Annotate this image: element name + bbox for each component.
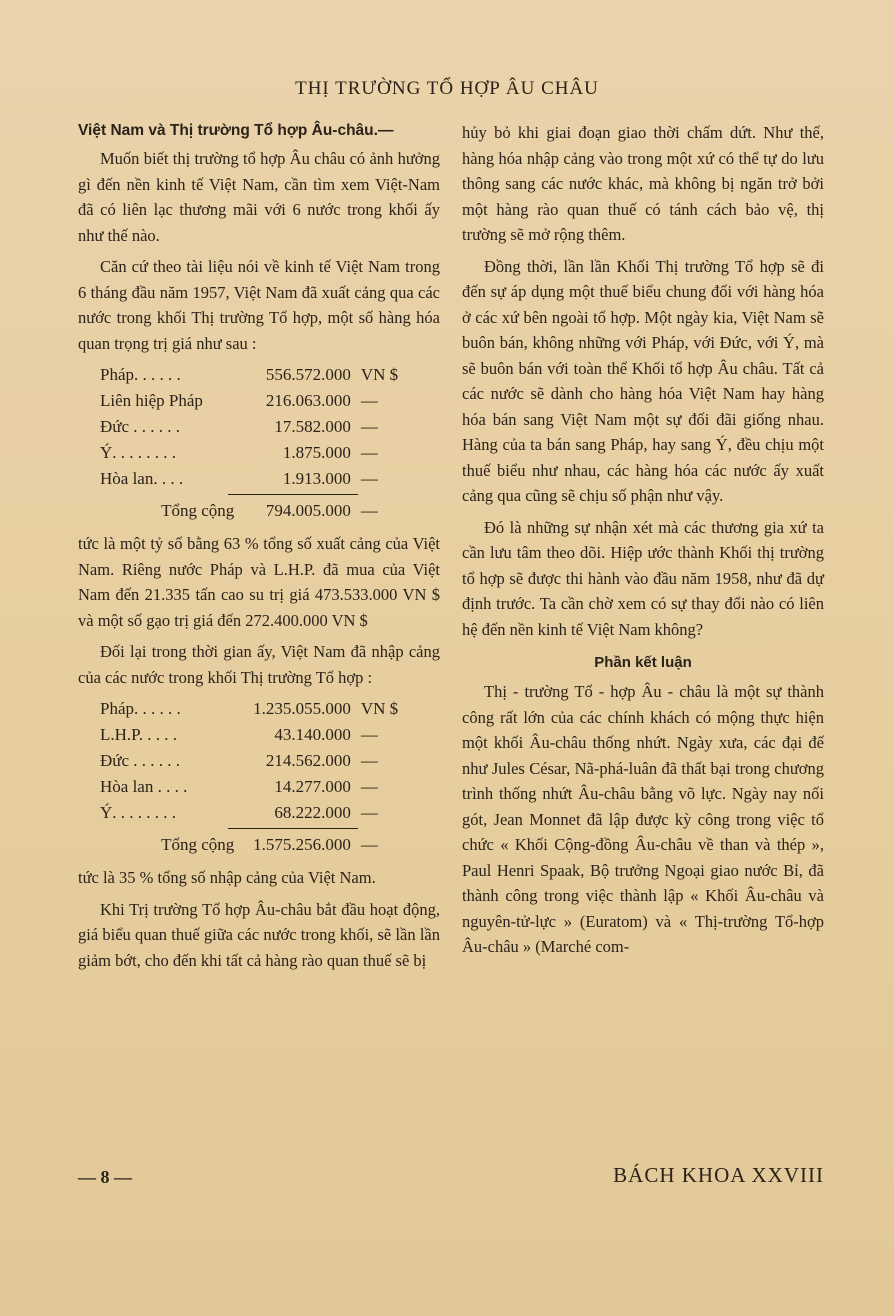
table-row xyxy=(100,696,430,722)
paragraph: Đối lại trong thời gian ấy, Việt Nam đã nhập cảng của các nước trong khối Thị trường Tổ hợp : xyxy=(78,642,440,687)
total-value: 794.005.000 xyxy=(265,501,351,520)
table-total-row xyxy=(100,497,430,525)
row-label: Ý. . . . . . . . xyxy=(100,443,177,462)
table-row xyxy=(100,748,430,774)
row-label: Hòa lan . . . . xyxy=(100,777,188,796)
row-label: Đức . . . . . . xyxy=(100,417,181,436)
row-value: 1.235.055.000 xyxy=(253,699,351,718)
paragraph: tức là 35 % tổng số nhập cảng của Việt Nam. xyxy=(78,868,376,887)
section-title: Việt Nam và Thị trường Tổ hợp Âu-châu.— xyxy=(78,122,394,139)
row-label: Đức . . . . . . xyxy=(100,751,181,770)
row-unit: — xyxy=(360,725,378,744)
row-value: 556.572.000 xyxy=(265,365,351,384)
row-unit: VN $ xyxy=(360,699,399,718)
row-value: 216.063.000 xyxy=(265,391,351,410)
row-unit: — xyxy=(360,443,378,462)
total-label: Tổng cộng xyxy=(161,835,235,854)
row-value: 1.913.000 xyxy=(282,469,351,488)
row-value: 14.277.000 xyxy=(274,777,351,796)
row-value: 68.222.000 xyxy=(274,803,351,822)
page-number: — 8 — xyxy=(78,1167,132,1187)
row-label: Ý. . . . . . . . xyxy=(100,803,177,822)
table-total-row xyxy=(100,831,430,859)
row-unit: — xyxy=(360,417,378,436)
export-table xyxy=(100,362,430,525)
paragraph: Đó là những sự nhận xét mà các thương gia xứ ta cần lưu tâm theo dõi. Hiệp ước thành Khối thị trường tổ hợp sẽ được thi hành vào đầu năm 1958, như đã dự định trước. Ta cần chờ xem có sự thay đổi nào có liên hệ đến nền kinh tế Việt Nam không? xyxy=(462,517,824,639)
row-value: 43.140.000 xyxy=(274,725,351,744)
table-row xyxy=(100,414,430,440)
table-row xyxy=(100,362,430,388)
total-unit: — xyxy=(360,835,378,854)
sum-rule xyxy=(228,828,358,829)
row-unit: — xyxy=(360,803,378,822)
paragraph: Căn cứ theo tài liệu nói về kinh tế Việt Nam trong 6 tháng đầu năm 1957, Việt Nam đã xuất cảng qua các nước trong khối Thị trường Tổ hợp, một số hàng hóa quan trọng trị giá như sau : xyxy=(78,257,440,353)
right-column xyxy=(462,120,824,966)
table-row xyxy=(100,774,430,800)
paragraph: Đồng thời, lần lần Khối Thị trường Tổ hợp sẽ đi đến sự áp dụng một thuế biểu chung đối với hàng hóa ở các xứ bên ngoài tổ hợp. Một ngày kia, Việt Nam sẽ buôn bán, không những với Pháp, với Đức, với Ý, mà sẽ buôn bán với toàn thể Khối tổ hợp Âu châu. Tất cả các nước sẽ dành cho hàng hóa Việt Nam hay hàng hóa bán sang Việt Nam một sự đối đãi giống nhau. Hàng của ta bán sang Pháp, hay sang Ý, đều chịu một thuế biểu như nhau, các hàng hóa các nước ấy xuất cảng qua cũng sẽ chịu số phận như vậy. xyxy=(462,256,824,505)
total-label: Tổng cộng xyxy=(161,501,235,520)
row-unit: — xyxy=(360,751,378,770)
row-unit: — xyxy=(360,777,378,796)
import-table xyxy=(100,696,430,859)
table-row xyxy=(100,388,430,414)
row-label: Pháp. . . . . . xyxy=(100,365,181,384)
row-label: Hòa lan. . . . xyxy=(100,469,184,488)
running-title: THỊ TRƯỜNG TỔ HỢP ÂU CHÂU xyxy=(295,78,599,99)
row-label: Pháp. . . . . . xyxy=(100,699,181,718)
sum-rule xyxy=(228,494,358,495)
total-value: 1.575.256.000 xyxy=(253,835,351,854)
paragraph: tức là một tỷ số bằng 63 % tổng số xuất cảng của Việt Nam. Riêng nước Pháp và L.H.P. đã mua của Việt Nam đến 21.335 tấn cao su trị giá 473.533.000 VN $ và một số gạo trị giá đến 272.400.000 VN $ xyxy=(78,534,440,630)
conclusion-heading: Phần kết luận xyxy=(594,654,692,671)
left-column xyxy=(78,120,440,979)
row-unit: — xyxy=(360,391,378,410)
paragraph: hủy bỏ khi giai đoạn giao thời chấm dứt. Như thế, hàng hóa nhập cảng vào trong một xứ có thể tự do lưu thông sang các nước khác, mà không bị ngăn trở bởi một hàng rào quan thuế có tánh cách bảo vệ, thị trường sẽ mở rộng thêm. xyxy=(462,123,824,244)
paragraph: Thị - trường Tổ - hợp Âu - châu là một sự thành công rất lớn của các chính khách có mộng thực hiện một khối Âu-châu thống nhứt. Ngày xưa, các đại đế như Jules César, Nã-phá-luân đã thất bại trong chương trình thống nhứt Âu-châu bằng võ lực. Ngày nay nối gót, Jean Monnet đã lập được kỳ công trong việc tổ chức « Khối Cộng-đồng Âu-châu về than và thép », Paul Henri Spaak, Bộ trưởng Ngoại giao nước Bỉ, đã thành công trong việc thành lập « Khối Âu-châu và nguyên-tử-lực » (Euratom) và « Thị-trường Tổ-hợp Âu-châu » (Marché com- xyxy=(462,682,824,956)
row-value: 1.875.000 xyxy=(282,443,351,462)
row-value: 214.562.000 xyxy=(265,751,351,770)
row-unit: — xyxy=(360,469,378,488)
table-row xyxy=(100,466,430,492)
row-label: Liên hiệp Pháp xyxy=(100,391,203,410)
row-value: 17.582.000 xyxy=(274,417,351,436)
paragraph: Khi Trị trường Tổ hợp Âu-châu bắt đầu hoạt động, giá biểu quan thuế giữa các nước trong khối, sẽ lần lần giảm bớt, cho đến khi tất cả hàng rào quan thuế sẽ bị xyxy=(78,899,440,970)
paragraph: Muốn biết thị trường tổ hợp Âu châu có ảnh hưởng gì đến nền kinh tế Việt Nam, cần tìm xem Việt-Nam đã có liên lạc thương mãi với 6 nước trong khối ấy như thế nào. xyxy=(78,149,440,245)
row-unit: VN $ xyxy=(360,365,399,384)
row-label: L.H.P. . . . . xyxy=(100,725,177,744)
table-row xyxy=(100,722,430,748)
table-row xyxy=(100,800,430,826)
publication-name: BÁCH KHOA XXVIII xyxy=(613,1163,824,1187)
total-unit: — xyxy=(360,501,378,520)
table-row xyxy=(100,440,430,466)
